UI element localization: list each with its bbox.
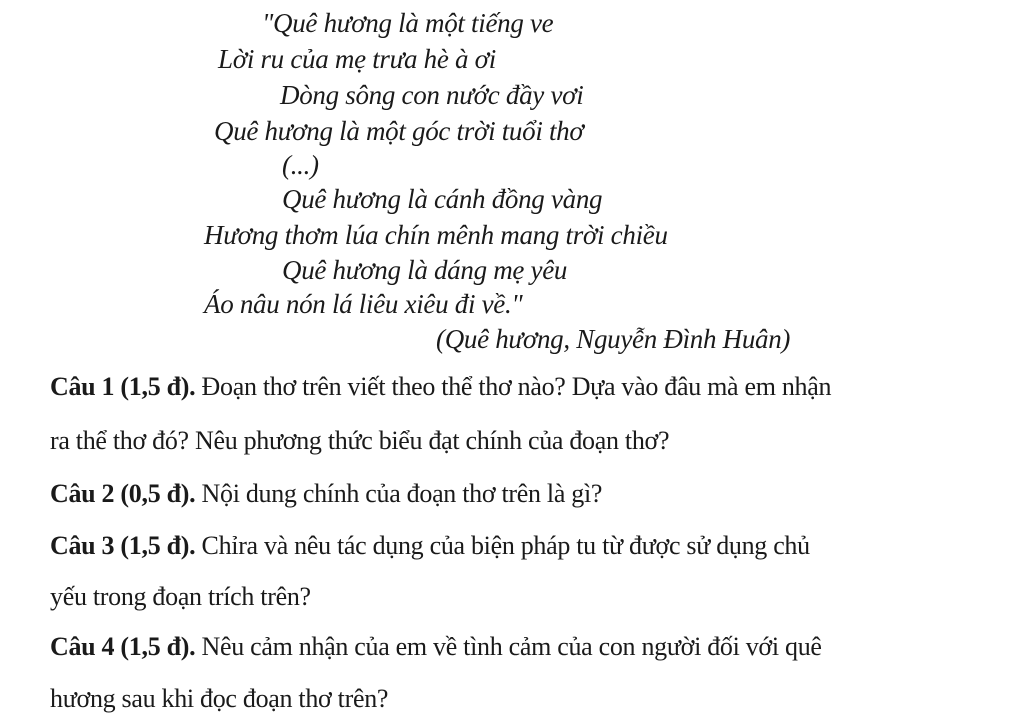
question-4-line-2: hương sau khi đọc đoạn thơ trên? — [50, 684, 389, 713]
question-1-line-2: ra thể thơ đó? Nêu phương thức biểu đạt chính của đoạn thơ? — [50, 426, 670, 455]
poem-line-2: Lời ru của mẹ trưa hè à ơi — [218, 44, 496, 74]
poem-line-5: (...) — [282, 150, 319, 180]
question-4-text-1: Nêu cảm nhận của em về tình cảm của con người đối với quê — [195, 632, 822, 661]
question-4-label: Câu 4 (1,5 đ). — [50, 632, 196, 661]
question-1-text-1: Đoạn thơ trên viết theo thể thơ nào? Dựa vào đâu mà em nhận — [195, 372, 832, 401]
poem-line-1: "Quê hương là một tiếng ve — [262, 8, 554, 38]
question-3-text-1: Chỉra và nêu tác dụng của biện pháp tu từ được sử dụng chủ — [195, 531, 810, 560]
poem-line-3: Dòng sông con nước đầy vơi — [280, 80, 584, 110]
poem-line-7: Hương thơm lúa chín mênh mang trời chiều — [204, 220, 668, 250]
poem-line-4: Quê hương là một góc trời tuổi thơ — [214, 116, 584, 146]
poem-line-9: Áo nâu nón lá liêu xiêu đi về." — [204, 289, 523, 319]
poem-line-8: Quê hương là dáng mẹ yêu — [282, 255, 568, 285]
question-1-line-1 — [50, 370, 831, 404]
question-2-text-1: Nội dung chính của đoạn thơ trên là gì? — [195, 479, 603, 508]
question-2-label: Câu 2 (0,5 đ). — [50, 479, 196, 508]
poem-line-6: Quê hương là cánh đồng vàng — [282, 184, 603, 214]
question-3-line-2: yếu trong đoạn trích trên? — [50, 582, 311, 611]
question-4-line-1 — [50, 630, 822, 664]
question-2-line-1 — [50, 477, 602, 511]
question-3-label: Câu 3 (1,5 đ). — [50, 531, 196, 560]
question-3-line-1 — [50, 529, 810, 563]
question-1-label: Câu 1 (1,5 đ). — [50, 372, 196, 401]
poem-citation: (Quê hương, Nguyễn Đình Huân) — [436, 324, 791, 354]
